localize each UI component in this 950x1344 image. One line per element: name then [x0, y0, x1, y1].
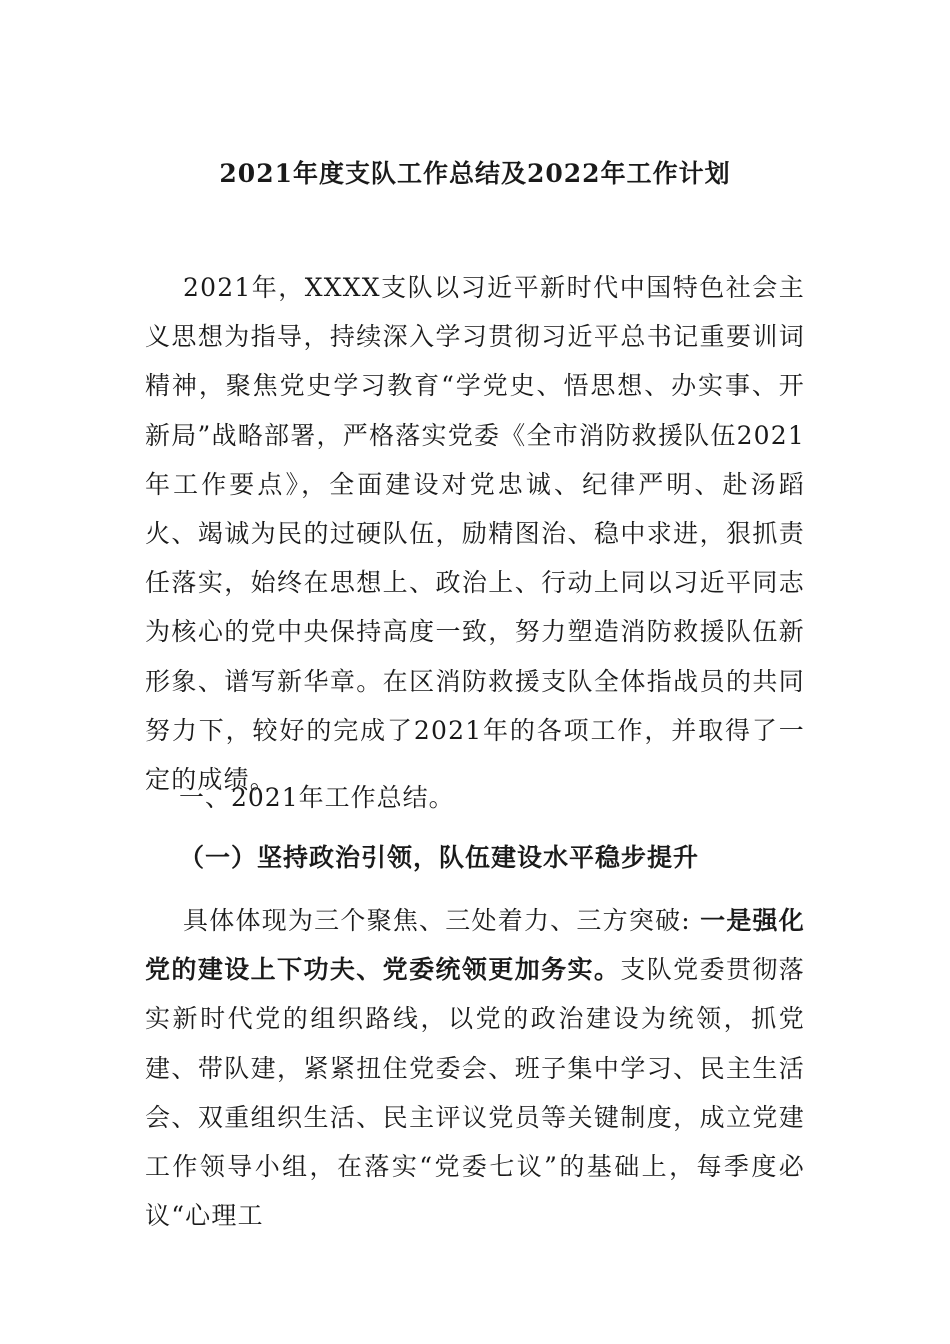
body-paragraph — [145, 896, 805, 1240]
paragraph-rest: 支队党委贯彻落实新时代党的组织路线，以党的政治建设为统领，抓党建、带队建，紧紧扭住党委会、班子集中学习、民主生活会、双重组织生活、民主评议党员等关键制度，成立党建工作领导小组，在落实“党委七议”的基础上，每季度必议“心理工 — [145, 955, 805, 1231]
paragraph-bold-phrase: 一是强化党的建设上下功夫、党委统领更加务实。 — [145, 906, 805, 985]
paragraph-lead: 具体体现为三个聚焦、三处着力、三方突破: — [183, 906, 701, 935]
section-heading: 一、2021年工作总结。 — [179, 783, 455, 812]
subsection-heading: （一）坚持政治引领，队伍建设水平稳步提升 — [179, 843, 700, 872]
intro-paragraph-text: 2021年，XXXX支队以习近平新时代中国特色社会主义思想为指导，持续深入学习贯彻习近平总书记重要训词精神，聚焦党史学习教育“学党史、悟思想、办实事、开新局”战略部署，严格落实党委《全市消防救援队伍2021年工作要点》，全面建设对党忠诚、纪律严明、赴汤蹈火、竭诚为民的过硬队伍，励精图治、稳中求进，狠抓责任落实，始终在思想上、政治上、行动上同以习近平同志为核心的党中央保持高度一致，努力塑造消防救援队伍新形象、谱写新华章。在区消防救援支队全体指战员的共同努力下，较好的完成了2021年的各项工作，并取得了一定的成绩。 — [145, 273, 805, 795]
document-title: 2021年度支队工作总结及2022年工作计划 — [219, 159, 731, 188]
intro-paragraph — [145, 263, 805, 804]
